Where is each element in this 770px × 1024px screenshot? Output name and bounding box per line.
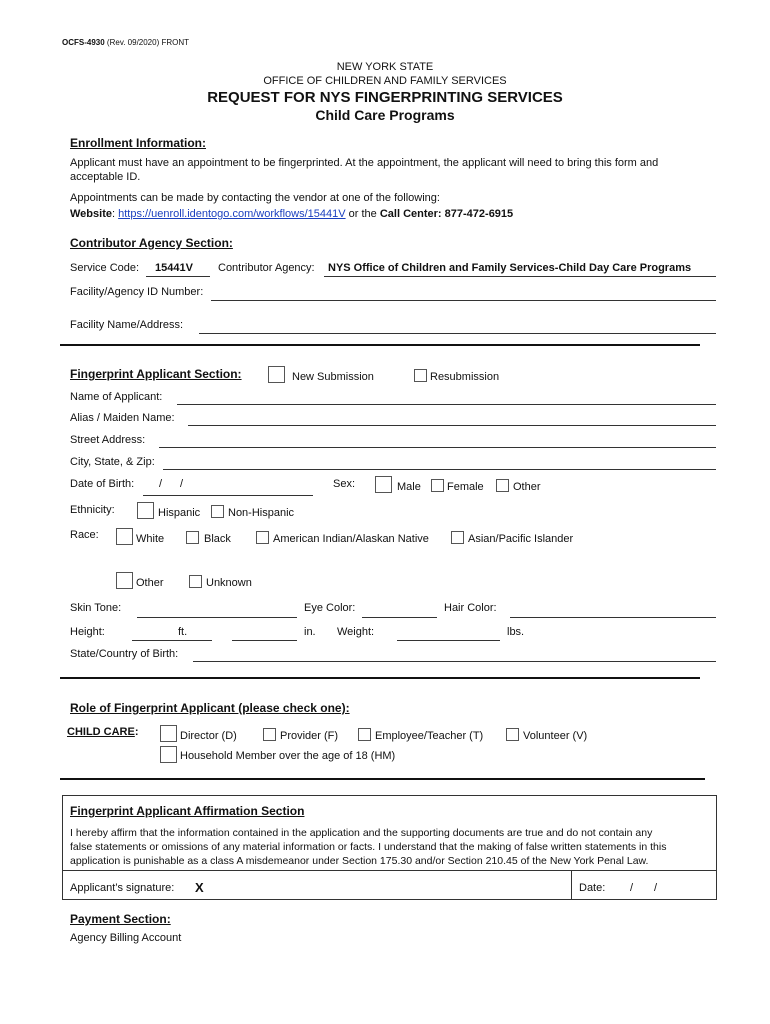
race-other-label: Other [136,577,164,589]
ethnicity-hispanic-checkbox[interactable] [137,502,154,519]
ethnicity-hispanic-label: Hispanic [158,507,201,519]
form-subtitle: Child Care Programs [315,107,455,123]
website-link[interactable]: https://uenroll.identogo.com/workflows/15441V [118,208,346,220]
applicant-name-label: Name of Applicant: [70,391,163,403]
affirmation-divider [62,870,717,871]
facility-id-label: Facility/Agency ID Number: [70,286,204,298]
call-center-label: Call Center [379,208,438,220]
date-slash-2: / [654,882,658,894]
weight-label: Weight: [337,626,375,638]
alias-label: Alias / Maiden Name: [70,412,175,424]
height-ft-unit: ft. [178,626,188,638]
new-submission-label: New Submission [292,371,374,383]
contact-line: Website: https://uenroll.identogo.com/workflows/15441V or the Call Center: 877-472-6915 [70,208,514,220]
role-director-checkbox[interactable] [160,725,177,742]
race-asian-checkbox[interactable] [451,531,464,544]
signature-label: Applicant’s signature: [70,882,175,894]
race-native-label: American Indian/Alaskan Native [273,533,429,545]
role-volunteer-label: Volunteer (V) [523,730,588,742]
contributor-heading: Contributor Agency Section: [70,236,233,250]
form-revision: (Rev. 09/2020) FRONT [106,38,190,47]
facility-id-field[interactable] [211,300,716,301]
applicant-name-field[interactable] [177,404,716,405]
section-divider-1 [60,344,700,346]
form-title: REQUEST FOR NYS FINGERPRINTING SERVICES [207,89,563,106]
height-in-unit: in. [304,626,316,638]
enrollment-text-line1: Applicant must have an appointment to be fingerprinted. At the appointment, the applicant will need to bring this form and [70,157,659,169]
agency-label: Contributor Agency: [218,262,315,274]
sex-male-checkbox[interactable] [375,476,392,493]
billing-account-label: Agency Billing Account [70,932,182,944]
applicant-heading: Fingerprint Applicant Section: [70,367,242,381]
role-provider-label: Provider (F) [280,730,339,742]
office-name: OFFICE OF CHILDREN AND FAMILY SERVICES [263,75,507,87]
date-slash-1: / [630,882,634,894]
website-label: Website [70,208,112,220]
section-divider-2 [60,677,700,679]
race-native-checkbox[interactable] [256,531,269,544]
service-code-value: 15441V [155,262,193,274]
dob-slash-2: / [180,478,184,490]
role-employee-label: Employee/Teacher (T) [375,730,484,742]
ethnicity-label: Ethnicity: [70,504,115,516]
agency-value: NYS Office of Children and Family Services-Child Day Care Programs [328,262,692,274]
race-white-label: White [136,533,165,545]
city-label: City, State, & Zip: [70,456,155,468]
hair-color-field[interactable] [510,617,716,618]
race-black-label: Black [204,533,231,545]
alias-field[interactable] [188,425,716,426]
sex-female-label: Female [447,481,484,493]
resubmission-checkbox[interactable] [414,369,427,382]
service-code-field[interactable] [146,276,210,277]
new-submission-checkbox[interactable] [268,366,285,383]
role-volunteer-checkbox[interactable] [506,728,519,741]
enrollment-text-line2: acceptable ID. [70,171,141,183]
sex-label: Sex: [333,478,356,490]
sex-female-checkbox[interactable] [431,479,444,492]
role-provider-checkbox[interactable] [263,728,276,741]
weight-field[interactable] [397,640,500,641]
role-employee-checkbox[interactable] [358,728,371,741]
agency-field[interactable] [324,276,716,277]
race-label: Race: [70,529,99,541]
appointment-text: Appointments can be made by contacting the vendor at one of the following: [70,192,440,204]
child-care-colon: : [134,726,139,738]
sex-male-label: Male [397,481,421,493]
birth-place-field[interactable] [193,661,716,662]
affirmation-line1: I hereby affirm that the information contained in the application and the supporting documents are true and do not contain any [70,827,653,839]
weight-unit: lbs. [507,626,525,638]
city-field[interactable] [163,469,716,470]
state-name: NEW YORK STATE [336,61,434,73]
affirmation-line3: application is punishable as a class A misdemeanor under Section 175.30 and/or Section 210.45 of the New York Penal Law. [70,855,649,867]
child-care-line [67,726,139,738]
skin-tone-label: Skin Tone: [70,602,122,614]
resubmission-label: Resubmission [430,371,500,383]
service-code-label: Service Code: [70,262,140,274]
affirmation-heading: Fingerprint Applicant Affirmation Section [70,804,305,818]
dob-label: Date of Birth: [70,478,135,490]
race-unknown-checkbox[interactable] [189,575,202,588]
street-label: Street Address: [70,434,146,446]
sex-other-label: Other [513,481,541,493]
ethnicity-non-hispanic-checkbox[interactable] [211,505,224,518]
or-text: or the [348,208,377,220]
dob-slash-1: / [159,478,163,490]
facility-name-label: Facility Name/Address: [70,319,184,331]
section-divider-3 [60,778,705,780]
dob-field[interactable] [143,495,313,496]
role-heading: Role of Fingerprint Applicant (please check one): [70,701,350,715]
child-care-label: CHILD CARE [67,726,135,738]
hair-color-label: Hair Color: [444,602,497,614]
call-center-number: 877-472-6915 [444,208,514,220]
race-black-checkbox[interactable] [186,531,199,544]
form-id-line [62,38,189,47]
race-unknown-label: Unknown [206,577,252,589]
height-in-field[interactable] [232,640,297,641]
skin-tone-field[interactable] [137,617,297,618]
race-white-checkbox[interactable] [116,528,133,545]
role-director-label: Director (D) [180,730,237,742]
street-field[interactable] [159,447,716,448]
form-id: OCFS-4930 [62,38,105,47]
eye-color-label: Eye Color: [304,602,356,614]
enrollment-heading: Enrollment Information: [70,136,206,150]
race-other-checkbox[interactable] [116,572,133,589]
affirmation-line2: false statements or omissions of any material information or facts. I understand that the making of false written statements in this [70,841,667,853]
date-column-divider [571,870,572,900]
eye-color-field[interactable] [362,617,437,618]
height-label: Height: [70,626,105,638]
birth-place-label: State/Country of Birth: [70,648,179,660]
role-household-checkbox[interactable] [160,746,177,763]
race-asian-label: Asian/Pacific Islander [468,533,574,545]
role-household-label: Household Member over the age of 18 (HM) [180,750,396,762]
ethnicity-non-hispanic-label: Non-Hispanic [228,507,295,519]
sex-other-checkbox[interactable] [496,479,509,492]
facility-name-field[interactable] [199,333,716,334]
date-label: Date: [579,882,606,894]
height-ft-field[interactable] [132,640,212,641]
signature-field[interactable]: X [195,880,204,895]
payment-heading: Payment Section: [70,912,171,926]
